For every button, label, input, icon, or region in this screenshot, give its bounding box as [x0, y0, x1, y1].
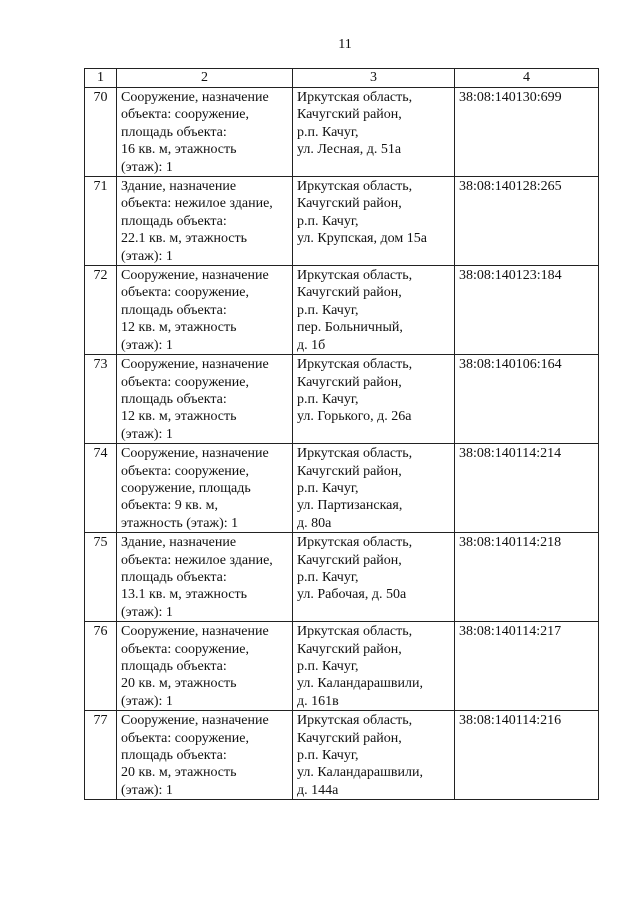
row-number: 76 — [85, 622, 117, 711]
cadastral-number: 38:08:140114:214 — [455, 444, 599, 533]
object-address: Иркутская область, Качугский район, р.п. Качуг, ул. Партизанская, д. 80а — [293, 444, 455, 533]
object-description: Сооружение, назначение объекта: сооружение, площадь объекта: 20 кв. м, этажность (этаж): 1 — [117, 711, 293, 800]
object-address: Иркутская область, Качугский район, р.п. Качуг, ул. Горького, д. 26а — [293, 355, 455, 444]
cadastral-number: 38:08:140130:699 — [455, 88, 599, 177]
row-number: 75 — [85, 533, 117, 622]
row-number: 72 — [85, 266, 117, 355]
object-description: Сооружение, назначение объекта: сооружение, сооружение, площадь объекта: 9 кв. м, этажность (этаж): 1 — [117, 444, 293, 533]
object-description: Сооружение, назначение объекта: сооружение, площадь объекта: 12 кв. м, этажность (этаж): 1 — [117, 266, 293, 355]
object-address: Иркутская область, Качугский район, р.п. Качуг, ул. Рабочая, д. 50а — [293, 533, 455, 622]
table-row — [85, 88, 599, 177]
object-address: Иркутская область, Качугский район, р.п. Качуг, ул. Каландарашвили, д. 144а — [293, 711, 455, 800]
table-body — [85, 88, 599, 800]
column-header-3: 3 — [293, 69, 455, 88]
cadastral-number: 38:08:140114:218 — [455, 533, 599, 622]
object-description: Сооружение, назначение объекта: сооружение, площадь объекта: 12 кв. м, этажность (этаж): 1 — [117, 355, 293, 444]
column-header-1: 1 — [85, 69, 117, 88]
table-row — [85, 266, 599, 355]
cadastral-number: 38:08:140114:216 — [455, 711, 599, 800]
object-address: Иркутская область, Качугский район, р.п. Качуг, пер. Больничный, д. 1б — [293, 266, 455, 355]
column-header-4: 4 — [455, 69, 599, 88]
table-row — [85, 533, 599, 622]
table-row — [85, 622, 599, 711]
row-number: 74 — [85, 444, 117, 533]
cadastral-number: 38:08:140128:265 — [455, 177, 599, 266]
object-address: Иркутская область, Качугский район, р.п. Качуг, ул. Лесная, д. 51а — [293, 88, 455, 177]
property-registry-table — [84, 68, 599, 800]
object-description: Сооружение, назначение объекта: сооружение, площадь объекта: 16 кв. м, этажность (этаж): 1 — [117, 88, 293, 177]
column-header-2: 2 — [117, 69, 293, 88]
row-number: 70 — [85, 88, 117, 177]
object-description: Здание, назначение объекта: нежилое здание, площадь объекта: 13.1 кв. м, этажность (этаж): 1 — [117, 533, 293, 622]
cadastral-number: 38:08:140123:184 — [455, 266, 599, 355]
cadastral-number: 38:08:140106:164 — [455, 355, 599, 444]
row-number: 73 — [85, 355, 117, 444]
table-row — [85, 444, 599, 533]
header-row — [85, 69, 599, 88]
page-number: 11 — [338, 37, 352, 52]
table-row — [85, 177, 599, 266]
object-address: Иркутская область, Качугский район, р.п. Качуг, ул. Каландарашвили, д. 161в — [293, 622, 455, 711]
table-row — [85, 711, 599, 800]
row-number: 71 — [85, 177, 117, 266]
row-number: 77 — [85, 711, 117, 800]
object-description: Сооружение, назначение объекта: сооружение, площадь объекта: 20 кв. м, этажность (этаж): 1 — [117, 622, 293, 711]
object-address: Иркутская область, Качугский район, р.п. Качуг, ул. Крупская, дом 15а — [293, 177, 455, 266]
object-description: Здание, назначение объекта: нежилое здание, площадь объекта: 22.1 кв. м, этажность (этаж): 1 — [117, 177, 293, 266]
table-row — [85, 355, 599, 444]
cadastral-number: 38:08:140114:217 — [455, 622, 599, 711]
